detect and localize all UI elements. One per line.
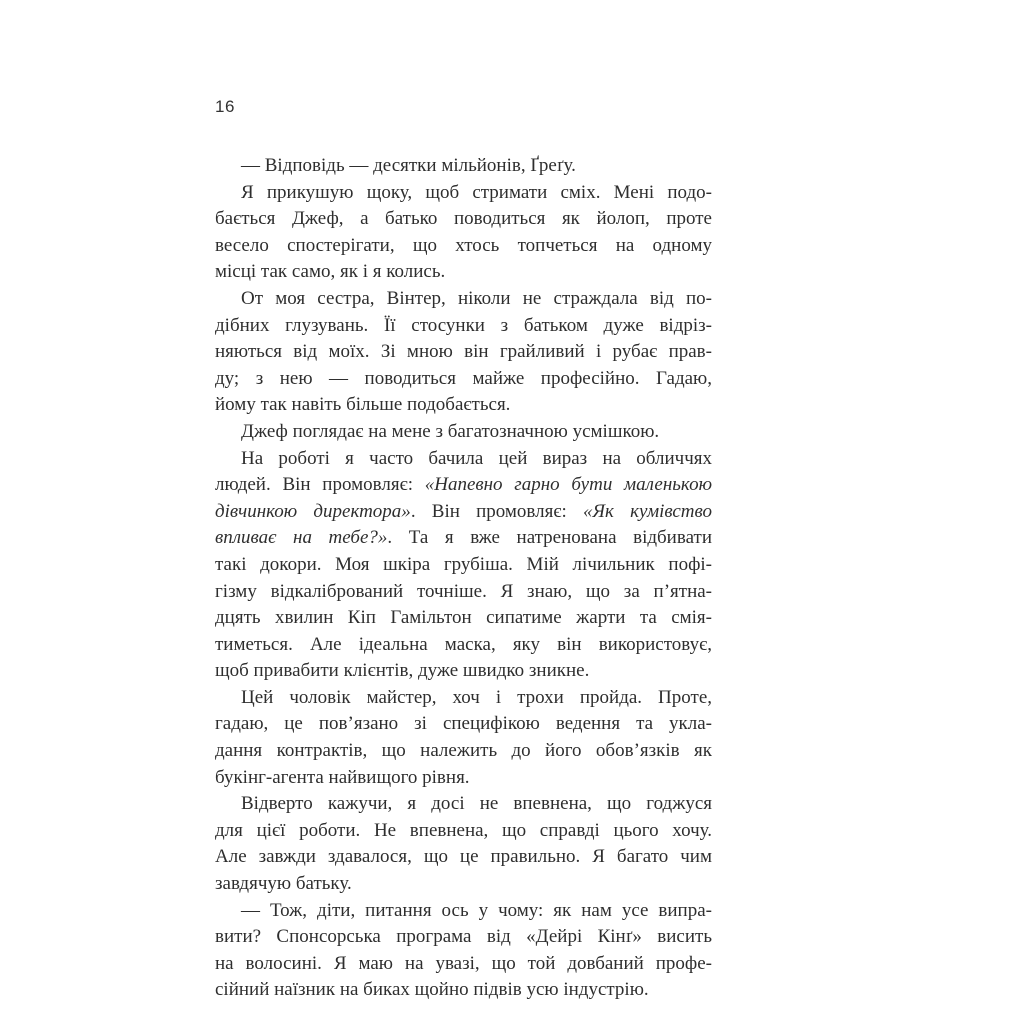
text-line <box>215 259 712 286</box>
text-line <box>215 313 712 340</box>
text-line <box>215 871 712 898</box>
text-segment: сійний наїзник на биках щойно підвів усю індустрію. <box>215 979 649 1001</box>
text-line <box>215 924 712 951</box>
paragraph <box>215 286 712 419</box>
text-segment: бається Джеф, а батько поводиться як йолоп, проте <box>215 208 712 230</box>
italic-text-segment: «Як кумівство <box>583 500 713 522</box>
text-line <box>215 818 712 845</box>
text-line <box>215 605 712 632</box>
text-line <box>215 738 712 765</box>
text-line <box>215 339 712 366</box>
text-segment: От моя сестра, Вінтер, ніколи не страждала від по- <box>241 287 712 309</box>
text-segment: дібних глузувань. Її стосунки з батьком дуже відріз- <box>215 314 712 336</box>
text-line <box>215 977 712 1004</box>
text-segment: Джеф поглядає на мене з багатозначною усмішкою. <box>241 420 660 442</box>
text-segment: — Тож, діти, питання ось у чому: як нам усе випра- <box>241 899 712 921</box>
page-number: 16 <box>215 97 235 116</box>
text-line <box>215 685 712 712</box>
text-line <box>215 765 712 792</box>
text-segment: . Він промовляє: <box>410 500 584 522</box>
paragraph <box>215 419 712 446</box>
paragraph <box>215 791 712 897</box>
text-segment: людей. Він промовляє: <box>215 474 425 496</box>
text-segment: дання контрактів, що належить до його обов’язків як <box>215 740 712 762</box>
text-line <box>215 552 712 579</box>
italic-text-segment: впливає на тебе?» <box>215 527 388 549</box>
paragraph <box>215 898 712 1004</box>
text-line <box>215 180 712 207</box>
text-line <box>215 898 712 925</box>
text-line <box>215 233 712 260</box>
text-line <box>215 658 712 685</box>
text-line <box>215 525 712 552</box>
text-line <box>215 711 712 738</box>
text-segment: букінг-агента найвищого рівня. <box>215 766 470 788</box>
paragraph <box>215 446 712 685</box>
paragraph <box>215 685 712 791</box>
text-line <box>215 206 712 233</box>
text-segment: на волосині. Я маю на увазі, що той довбаний профе- <box>215 952 712 974</box>
italic-text-segment: дівчинкою директора» <box>215 500 411 522</box>
page-text <box>215 153 712 1004</box>
text-segment: Я прикушую щоку, щоб стримати сміх. Мені подо- <box>241 181 712 203</box>
text-segment: На роботі я часто бачила цей вираз на обличчях <box>241 447 712 469</box>
text-segment: — Відповідь — десятки мільйонів, Ґреґу. <box>241 155 576 176</box>
text-segment: для цієї роботи. Не впевнена, що справді цього хочу. <box>215 819 712 841</box>
text-line <box>215 632 712 659</box>
text-line <box>215 951 712 978</box>
italic-text-segment: «Напевно гарно бути маленькою <box>424 474 712 496</box>
text-segment: дцять хвилин Кіп Гамільтон сипатиме жарти та смія- <box>215 607 712 629</box>
text-segment: гадаю, це пов’язано зі специфікою ведення та укла- <box>215 713 712 735</box>
text-segment: щоб привабити клієнтів, дуже швидко зникне. <box>215 660 590 682</box>
text-segment: весело спостерігати, що хтось топчеться на одному <box>215 234 712 256</box>
paragraph <box>215 153 712 180</box>
text-segment: місці так само, як і я колись. <box>215 261 446 283</box>
text-line <box>215 791 712 818</box>
text-segment: тиметься. Але ідеальна маска, яку він використовує, <box>215 633 712 655</box>
text-line <box>215 153 712 180</box>
text-line <box>215 392 712 419</box>
text-line <box>215 472 712 499</box>
text-line <box>215 844 712 871</box>
text-segment: такі докори. Моя шкіра грубіша. Мій лічильник пофі- <box>215 553 712 575</box>
text-segment: Відверто кажучи, я досі не впевнена, що годжуся <box>241 793 712 815</box>
text-segment: . Та я вже натренована відбивати <box>387 527 712 549</box>
text-line <box>215 286 712 313</box>
text-segment: йому так навіть більше подобається. <box>215 394 511 416</box>
text-segment: завдячую батьку. <box>215 873 352 895</box>
text-segment: Але завжди здавалося, що це правильно. Я багато чим <box>215 846 712 868</box>
text-segment: вити? Спонсорська програма від «Дейрі Кінґ» висить <box>215 926 712 948</box>
text-segment: гізму відкалібрований точніше. Я знаю, що за п’ятна- <box>215 580 712 602</box>
text-line <box>215 579 712 606</box>
text-line <box>215 446 712 473</box>
paragraph <box>215 180 712 286</box>
text-line <box>215 419 712 446</box>
text-line <box>215 366 712 393</box>
text-segment: няються від моїх. Зі мною він грайливий і рубає прав- <box>215 341 712 363</box>
text-segment: ду; з нею — поводиться майже професійно. Гадаю, <box>215 367 712 389</box>
text-segment: Цей чоловік майстер, хоч і трохи пройда. Проте, <box>241 686 712 708</box>
text-line <box>215 499 712 526</box>
